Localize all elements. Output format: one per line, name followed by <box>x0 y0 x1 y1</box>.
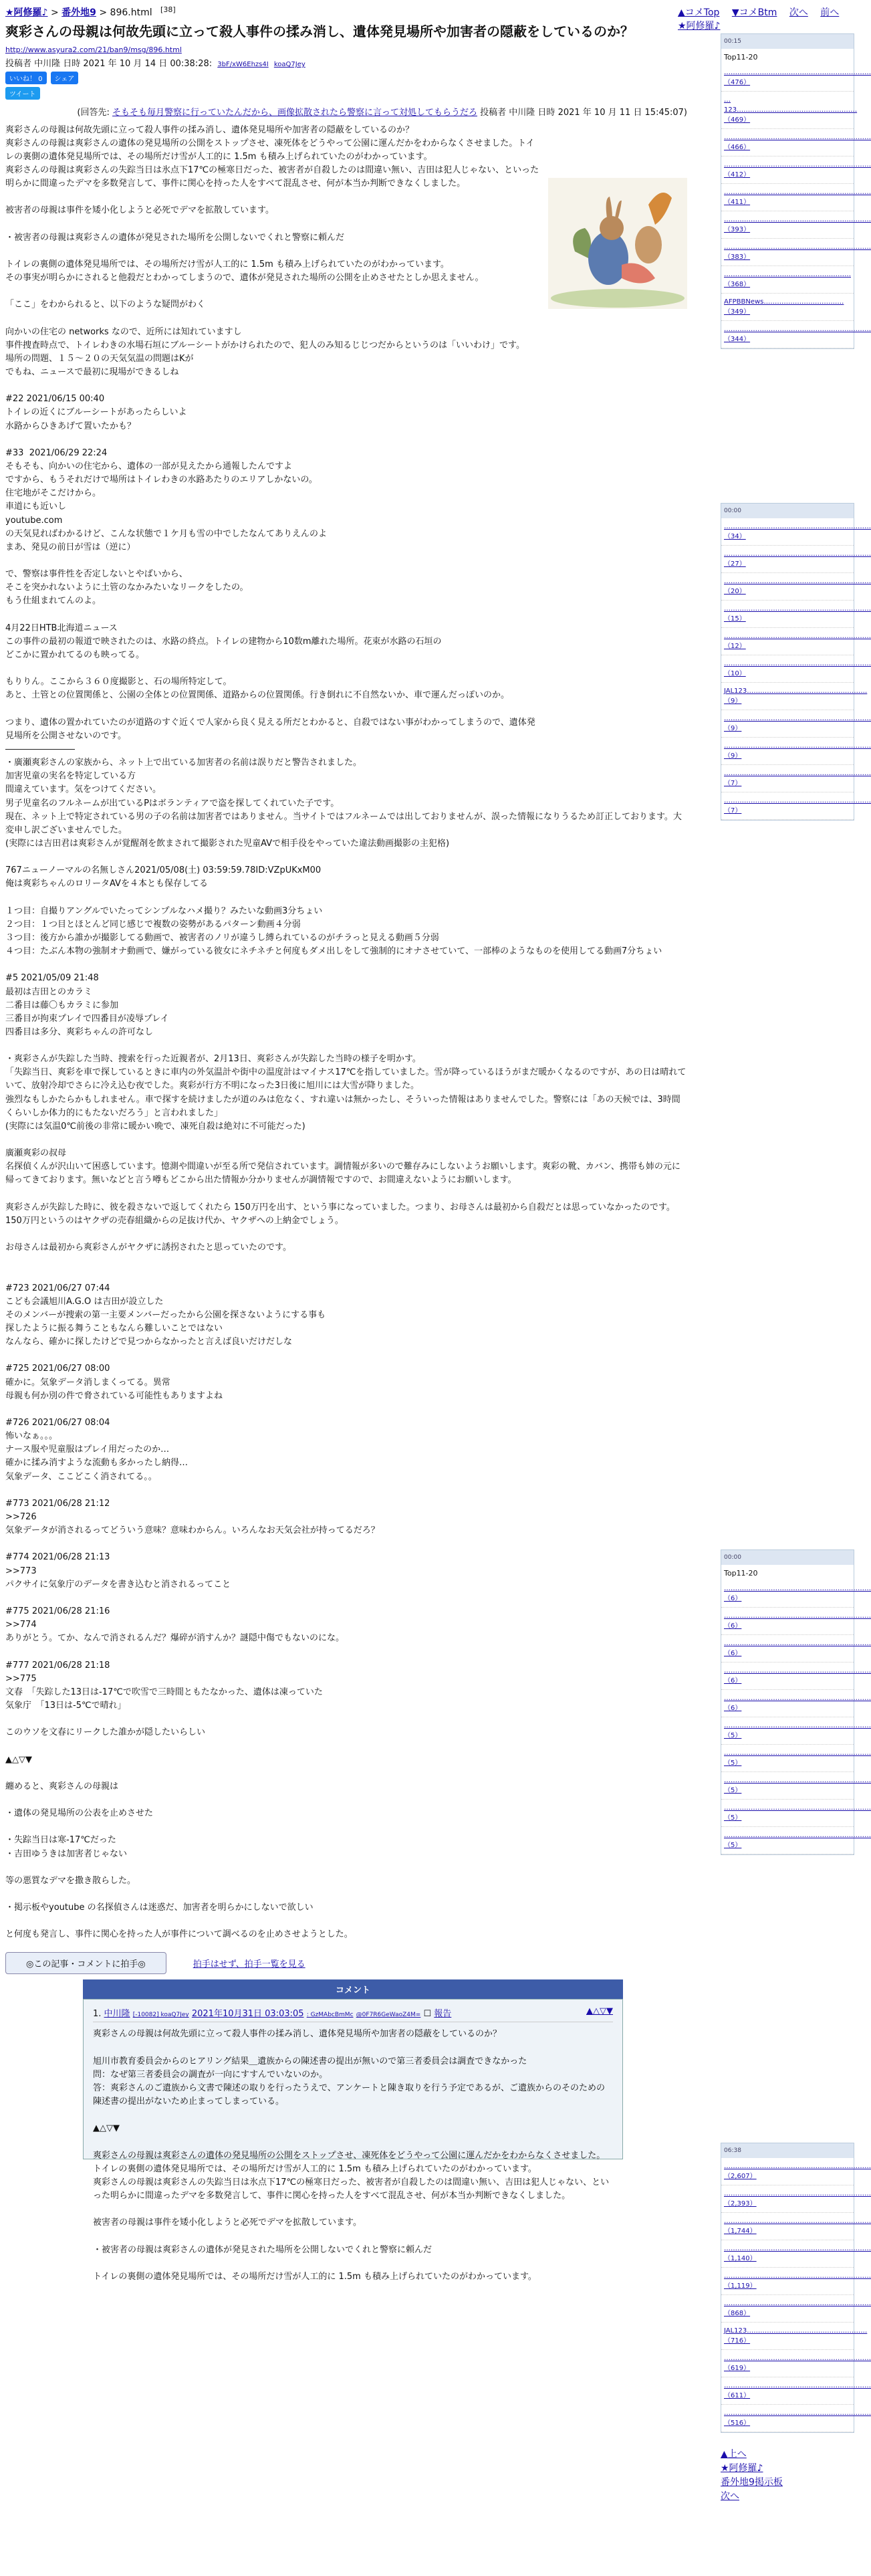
share-button[interactable]: シェア <box>51 72 79 84</box>
list-item-link[interactable]: …………………………………………………………（27） <box>724 550 871 568</box>
list-item[interactable] <box>721 1772 871 1800</box>
list-item-link[interactable]: …………………………………………………………（5） <box>724 1832 871 1849</box>
share-buttons <box>5 72 687 84</box>
comment-meta <box>93 2006 451 2019</box>
list-item-link[interactable]: …………………………………………………………（2,607） <box>724 2163 871 2180</box>
list-item[interactable] <box>721 2323 868 2350</box>
list-item-link[interactable]: …………………………………………………………（868） <box>724 2300 871 2317</box>
list-item-link[interactable]: …………………………………………………………（5） <box>724 1804 871 1822</box>
list-item-link[interactable]: …………………………………………………………（9） <box>724 715 871 732</box>
bottom-navigation <box>721 2448 783 2504</box>
clap-list-link[interactable]: 拍手はせず、拍手一覧を見る <box>193 1959 305 1970</box>
list-item[interactable] <box>721 64 871 92</box>
list-item-link[interactable]: …………………………………………………………（7） <box>724 770 871 787</box>
comment-id-2[interactable]: : GzMAbcBmMc <box>306 2012 354 2019</box>
ranking-widget-3 <box>721 1549 871 1855</box>
list-item-link[interactable]: …………………………………………………………（1,140） <box>724 2245 871 2262</box>
list-item-link[interactable]: …………………………………………………………（20） <box>724 578 871 595</box>
list-item[interactable] <box>721 573 871 601</box>
list-item-link[interactable]: …………………………………………………………（10） <box>724 660 871 677</box>
list-item[interactable] <box>721 294 854 321</box>
home-link[interactable]: ★阿修羅♪ <box>678 21 721 31</box>
list-item[interactable] <box>721 2213 871 2240</box>
like-button[interactable]: いいね！ 0 <box>5 72 47 84</box>
report-link[interactable]: 報告 <box>434 2009 452 2020</box>
list-item[interactable] <box>721 2158 871 2185</box>
widget-time: 00:00 <box>724 1554 741 1561</box>
widget-header <box>721 504 854 518</box>
list-item-link[interactable]: …………………………………………………………（412） <box>724 161 871 179</box>
ranking-widget-2 <box>721 503 871 821</box>
breadcrumb-current: 896.html <box>110 7 152 18</box>
list-item[interactable] <box>721 1690 871 1717</box>
ranking-widget-1 <box>721 33 871 349</box>
article-body-2: ・廣瀬爽彩さんの家族から、ネット上で出ている加害者の名前は誤りだと警告されました。 加害児童の実名を特定している方 間違えています。気をつけてください。 男子児童名のフルネームが出ているPはボランティアで盗を探してくれていた子です。 現在、ネット上で特定されている男の子の名前は加害者ではありません。当サイトではフルネームでは出しておりませんが、誤った情報になりうるため訂正しております。大変申し訳ございませんでした。 (実際には吉田君は爽彩さんが覚醒剤を飲まされて撮影された児童AVで相手役をやっていた違法動画撮影の主犯格) 767ニューノーマルの名無しさん2021/05/08(土) 03:59:59.78ID:VZpUKxM00 俺は爽彩ちゃんのロリータAVを４本とも保存してる １つ目：自撮りアングルでいたってシンプルなハメ撮り？みたいな動画3分ちょい ２つ目：１つ目とほとんど同じ感じで複数の姿勢があるパターン動画４分弱 ３つ目：後方から誰かが撮影してる動画で、被害者のノリが違うし縛られているのがチラっと見える動画５分弱 ４つ目：たぶん本物の強制オナ動画で、嫌がっている彼女にネチネチと何度もダメ出しをして強制的にオナさせていて、一部棒のようなものを使用してる動画7分ちょい #5 2021/05/09 21:48 最初は吉田とのカラミ 二番目は藤〇もカラミに参加 三番目が拘束プレイで四番目が凌辱プレイ 四番目は多分、爽彩ちゃんの許可なし ・爽彩さんが失踪した当時、捜索を行った近親者が、2月13日、爽彩さんが失踪した当時の様子を明かす。 「失踪当日、爽彩を車で探しているときに車内の外気温計や街中の温度計はマイナス17℃を指していました。雪が降っているほうがまだ暖かくなるのですが、あの日は晴れていて、放射冷却でさらに冷え込む夜でした。爽彩が行方不明になった3日後に旭川には大雪が降りました。 強烈なもしかたらかもしれません。車で探すを続けましたが道のみは危なく、すれ違いは無かったし、そういった情報はありませんでした。警察には「あの天候では、3時間くらいしか体力的にもたないだろう」と言われました」 (実際には気温0℃前後の非常に暖かい晩で、凍死自殺は絶対に不可能だった) 廣瀬爽彩の叔母 名探偵くんが沢山いて困惑しています。憶測や間違いが至る所で発信されています。調情報が多いので難存みにしないようお願いします。爽彩の靴、カバン、携帯も姉の元に帰ってきております。無いなどと言う噂もどこから出た情報か分かりませんが調情報ですので、お間違えないようにお願いします。 爽彩さんが失踪した時に、彼を殺さないで返してくれたら 150万円を出す、という事になっていました。つまり、お母さんは最初から自殺だとは思っていなかったのです。150万円というのはヤクザの売春組織からの足抜け代か、ヤクザへの上納金でしょう。 お母さんは最初から爽彩さんがヤクザに誘拐されたと思っていたのです。 #723 2021/06/27 07:44 こども会議旭川A.G.O は吉田が設立した そのメンバーが捜索の第一主要メンバーだったから公園を探さないようにする事も 探したように振る舞うこともなんら難しいことではない なんなら、確かに探したけどで見つからなかったと言えば良いだけだしな #725 2021/06/27 08:00 確かに。気象データ消しまくってる。異常 母親も何か別の件で脅されている可能性もありますよね #726 2021/06/27 08:04 怖いなぁ。。。 ナース服や児童服はプレイ用だったのか… 確かに揉み消すような流動も多かったし納得… 気象データ、ここどこく消されてる。。 #773 2021/06/28 21:12 >>726 気象データが消されるってどういう意味？意味わからん。いろんなお天気会社が持ってるだろ？ #774 2021/06/28 21:13 >>773 パクサイに気象庁のデータを書き込むと消されるってこと #775 2021/06/28 21:16 >>774 ありがとう。てか、なんで消されるんだ？爆碎が消すんか？謎隠中傷でもないのにな。 #777 2021/06/28 21:18 >>775 文春 「失踪した13日は-17℃で吹雪で三時間ともたなかった、遺体は凍っていた 気象庁 「13日は-5℃で晴れ」 このウソを文春にリークした誰かが隠したいらしい ▲△▽▼ 纏めると、爽彩さんの母親は ・遺体の発見場所の公表を止めさせた ・失踪当日は寒-17℃だった ・吉田ゆうきは加害者じゃない 等の悪質なデマを撒き散らした。 ・掲示板やyoutube の名探偵さんは迷惑だ、加害者を明らかにしないで欲しい と何度も発言し、事件に関心を持った人が事件について調べるのを止めさせようとした。 <box>5 758 687 1940</box>
author-id-2[interactable]: koaQ7Jey <box>273 61 305 68</box>
list-item-link[interactable]: JAL123………………………………………………（9） <box>724 687 868 705</box>
widget-time: 06:38 <box>724 2147 741 2154</box>
list-item-link[interactable]: JAL123………………………………………………（716） <box>724 2327 868 2345</box>
list-item[interactable] <box>721 792 871 820</box>
breadcrumb-separator: > <box>50 7 59 18</box>
list-item[interactable] <box>721 1635 871 1662</box>
list-item[interactable] <box>721 546 871 573</box>
tweet-row <box>5 87 687 100</box>
article-url[interactable]: http://www.asyura2.com/21/ban9/msg/896.html <box>5 45 182 54</box>
list-item-link[interactable]: …………………………………………………………（383） <box>724 243 871 261</box>
comment-bottom-link[interactable]: ▼コメBtm <box>731 7 777 18</box>
list-item[interactable] <box>721 239 871 266</box>
author-id[interactable]: 3bF/xW6Ehzs4I <box>217 61 269 68</box>
board-link-bottom[interactable]: 番外地9掲示板 <box>721 2477 783 2488</box>
list-item-link[interactable]: …………………………………………………………（5） <box>724 1749 871 1767</box>
article-meta-text: 投稿者 中川隆 日時 2021 年 10 月 14 日 00:38:28: <box>5 59 213 69</box>
main-content <box>5 5 687 2282</box>
comment-header <box>93 2006 613 2022</box>
list-item[interactable] <box>721 211 871 239</box>
list-item[interactable] <box>721 1800 871 1827</box>
list-item[interactable] <box>721 2268 871 2295</box>
list-item[interactable] <box>721 518 871 546</box>
list-item-link[interactable]: …………………………………………………………（611） <box>724 2382 871 2399</box>
ranking-widget-4 <box>721 2143 871 2433</box>
widget-time: 00:15 <box>724 38 741 45</box>
list-item[interactable] <box>721 765 871 792</box>
breadcrumb-board-link[interactable]: 番外地9 <box>61 7 96 18</box>
widget-header <box>721 1550 854 1565</box>
list-item[interactable] <box>721 129 871 156</box>
breadcrumb <box>5 5 176 19</box>
reply-to <box>5 106 687 120</box>
widget-title: Top11-20 <box>724 1569 758 1578</box>
comment-author-link[interactable]: 中川隆 <box>104 2009 130 2020</box>
list-item-link[interactable]: …………………………………………………………（15） <box>724 605 871 623</box>
list-item[interactable] <box>721 92 858 129</box>
body-divider: ―――――――― <box>5 744 75 754</box>
list-item-link[interactable]: …………………………………………………………（466） <box>724 134 871 151</box>
list-item[interactable] <box>721 1717 871 1745</box>
list-item[interactable] <box>721 156 871 184</box>
comment-body: 爽彩さんの母親は何故先頭に立って殺人事件の揉み消し、遺体発見場所や加害者の隠蔽をしているのか？ 旭川市教育委員会からのヒアリング結果＿遺族からの陳述書の提出が無いので第三者委員会は調査できなかった 問：なぜ第三者委員会の調査が一向にすすんでいないのか。 答：爽彩さんのご遺族から文書で陳述の取りを行ったうえで、アンケートと陳き取りを行う予定であるが、ご遺族からのそのための陳述書の提出がないため止まってしまっている。 ▲△▽▼ 爽彩さんの母親は爽彩さんの遺体の発見場所の公開をストップさせ、凍死体をどうやって公園に運んだかをわからなくさせました。トイレの裏側の遺体発見場所では、その場所だけ雪が人工的に 1.5m も積み上げられていたのがわかっています。 爽彩さんの母親は爽彩さんの失踪当日は氷点下17℃の極寒日だった、被害者が自殺したのは間違い無い、吉田は犯人じゃない、といった明らかに間違ったデマを多数発言して、事件に関心を持った人をすべて混乱させ、何が本当か判断できなくしました。 被害者の母親は事件を矮小化しようと必死でデマを拡散しています。 ・被害者の母親は爽彩さんの遺体が発見された場所を公開しないでくれと警察に頼んだ トイレの裏側の遺体発見場所では、その場所だけ雪が人工的に 1.5m も積み上げられていたのがわかっています。 <box>93 2029 610 2282</box>
comment-top-link[interactable]: ▲コメTop <box>678 7 720 18</box>
comment-nav-arrows[interactable]: ▲△▽▼ <box>586 2006 613 2017</box>
list-item[interactable] <box>721 683 868 710</box>
list-item-link[interactable]: …123………………………………………………（469） <box>724 96 858 124</box>
list-item[interactable] <box>721 710 871 738</box>
list-item-link[interactable]: …………………………………………………………（619） <box>724 2355 871 2372</box>
top-links-group <box>668 5 856 32</box>
list-item-link[interactable]: …………………………………………………………（1,744） <box>724 2218 871 2235</box>
list-item-link[interactable]: …………………………………………………………（6） <box>724 1667 871 1685</box>
scroll-top-link[interactable]: ▲上へ <box>721 2449 747 2460</box>
prev-link[interactable]: 前へ <box>820 7 840 18</box>
reply-prefix: (回答先: <box>77 108 110 118</box>
list-item-link[interactable]: …………………………………………………（368） <box>724 271 851 288</box>
list-item-link[interactable]: …………………………………………………………（393） <box>724 216 871 233</box>
list-item-link[interactable]: …………………………………………………………（6） <box>724 1695 871 1712</box>
clap-row <box>5 1952 687 1974</box>
list-item-link[interactable]: …………………………………………………………（344） <box>724 326 871 343</box>
list-item-link[interactable]: …………………………………………………………（1,119） <box>724 2272 871 2290</box>
top-links <box>668 5 856 32</box>
list-item[interactable] <box>721 1608 871 1635</box>
list-item[interactable] <box>721 2405 871 2432</box>
list-item-link[interactable]: …………………………………………………………（516） <box>724 2409 871 2427</box>
list-item[interactable] <box>721 2295 871 2323</box>
list-item-link[interactable]: …………………………………………………………（7） <box>724 797 871 815</box>
report-checkbox[interactable]: ☐ <box>423 2009 432 2020</box>
view-count: [38] <box>160 5 176 14</box>
article-title: 爽彩さんの母親は何故先頭に立って殺人事件の揉み消し、遺体発見場所や加害者の隠蔽をしているのか？ <box>5 23 634 39</box>
list-item-link[interactable]: …………………………………………………………（6） <box>724 1640 871 1657</box>
list-item[interactable] <box>721 2377 871 2405</box>
article-meta <box>5 56 687 69</box>
list-item[interactable] <box>721 1745 871 1772</box>
list-item-link[interactable]: …………………………………………………………（2,393） <box>724 2190 871 2208</box>
list-item[interactable] <box>721 2185 871 2213</box>
list-item[interactable] <box>721 655 871 683</box>
list-item-link[interactable]: …………………………………………………………（476） <box>724 69 871 86</box>
tweet-button[interactable]: ツイート <box>5 87 40 100</box>
list-item[interactable] <box>721 184 871 211</box>
list-item-link[interactable]: AFPBBNews………………………………（349） <box>724 298 844 316</box>
list-item[interactable] <box>721 266 854 294</box>
list-item-link[interactable]: …………………………………………………………（9） <box>724 742 871 760</box>
list-item-link[interactable]: …………………………………………………………（34） <box>724 523 871 540</box>
comments-header: コメント <box>83 1979 623 1999</box>
list-item[interactable] <box>721 321 871 348</box>
widget-header <box>721 34 854 49</box>
list-item-link[interactable]: …………………………………………………………（5） <box>724 1722 871 1739</box>
list-item-link[interactable]: …………………………………………………………（411） <box>724 189 871 206</box>
list-item[interactable] <box>721 601 871 628</box>
next-link[interactable]: 次へ <box>789 7 808 18</box>
sidebar <box>721 33 871 2446</box>
list-item-link[interactable]: …………………………………………………………（6） <box>724 1585 871 1602</box>
comment-item <box>83 1999 623 2282</box>
list-item[interactable] <box>721 1580 871 1608</box>
comment-id-3[interactable]: @0F7R6GeWaoZ4M= <box>356 2012 421 2019</box>
list-item-link[interactable]: …………………………………………………………（6） <box>724 1612 871 1630</box>
list-item-link[interactable]: …………………………………………………………（5） <box>724 1777 871 1794</box>
comment-number: 1. <box>93 2009 102 2020</box>
breadcrumb-separator: > <box>99 7 108 18</box>
home-link-bottom[interactable]: ★阿修羅♪ <box>721 2463 763 2474</box>
rabbit-illustration <box>548 178 687 309</box>
clap-button[interactable]: ◎この記事・コメントに拍手◎ <box>5 1952 166 1974</box>
list-item[interactable] <box>721 2240 871 2268</box>
widget-title: Top11-20 <box>724 53 758 62</box>
list-item[interactable] <box>721 738 871 765</box>
list-item[interactable] <box>721 1827 871 1854</box>
list-item-link[interactable]: …………………………………………………………（12） <box>724 633 871 650</box>
widget-time: 00:00 <box>724 508 741 514</box>
list-item[interactable] <box>721 1662 871 1690</box>
article-body-1: 爽彩さんの母親は何故先頭に立って殺人事件の揉み消し、遺体発見場所や加害者の隠蔽をしているのか？ 爽彩さんの母親は爽彩さんの遺体の発見場所の公開をストップさせ、凍死体をどうやって公園に運んだかをわからなくさせました。トイレの裏側の遺体発見場所では、その場所だけ雪が人工的に 1.5m も積み上げられていたのがわかっています。 爽彩さんの母親は爽彩さんの失踪当日は氷点下17℃の極寒日だった、被害者が自殺したのは間違い無い、吉田は犯人じゃない、といった明らかに間違ったデマを多数発言して、事件に関心を持った人をすべて混乱させ、何が本当か判断できなくしました。 被害者の母親は事件を矮小化しようと必死でデマを拡散しています。 ・被害者の母親は爽彩さんの遺体が発見された場所を公開しないでくれと警察に頼んだ トイレの裏側の遺体発見場所では、その場所だけ雪が人工的に 1.5m も積み上げられていたのがわかっています。 その事実が明らかにされると他殺だとわかってしまうので、遺体が発見された場所の公開を止めさせたとしか思えません。 「ここ」をわかられると、以下のような疑問がわく 向かいの住宅の networks なので、近所には知れていますし 事件捜査時点で、トイレわきの水場石垣にブルーシートがかけられたので、犯人のみ知るじじつだからというのは「いいわけ」です。 場所の問題、１５～２０の天気気温の問題はKが でもね、ニュースで最初に現場ができるしね #22 2021/06/15 00:40 トイレの近くにブルーシートがあったらしいよ 水路からひきあげて置いたかも？ #33 2021/06/29 22:24 そもそも、向かいの住宅から、遺体の一部が見えたから通報したんですよ ですから、もうそれだけで場所はトイレわきの水路あたりのエリアしかないの。 住宅地がそこだけから。 車道にも近いし youtube.com の天気見ればわかるけど、こんな状態で１ケ月も雪の中でしたなんてありえんのよ まあ、発見の前日が雪は（逆に） で、警察は事件性を否定しないとやばいから、 そこを突かれないように土管のなかみたいなリークをしたの。 もう仕組まれてんのよ。 4月22日HTB北海道ニュース この事件の最初の報道で映されたのは、水路の終点。トイレの建物から10数m離れた場所。花束が水路の石垣の どこかに置かれてるのも映ってる。 もりりん。ここから３６０度撮影と、石の場所特定して。 あと、土管との位置関係と、公園の全体との位置関係、道路からの位置関係。行き倒れに不自然ないか、車で運んだっぽいのか。 つまり、遺体の置かれていたのが道路のすぐ近くで人家から良く見える所だとわかると、自殺ではない事がわかってしまうので、遺体発見場所を公開させないのです。 <box>5 124 539 741</box>
comment-author-id[interactable]: [-10082] koaQ7Jey <box>132 2012 189 2019</box>
next-link-bottom[interactable]: 次へ <box>721 2491 739 2502</box>
reply-to-link[interactable]: そもそも毎月警察に行っていたんだから、画像拡散されたら警察に言って対処してもらうだろ <box>112 108 478 118</box>
list-item[interactable] <box>721 628 871 655</box>
list-item[interactable] <box>721 2350 871 2377</box>
breadcrumb-home-link[interactable]: ★阿修羅♪ <box>5 7 48 18</box>
comment-date-link[interactable]: 2021年10月31日 03:03:05 <box>191 2009 304 2020</box>
reply-suffix: 投稿者 中川隆 日時 2021 年 10 月 11 日 15:45:07) <box>480 108 687 118</box>
top-navigation <box>5 5 687 19</box>
widget-header <box>721 2143 854 2158</box>
